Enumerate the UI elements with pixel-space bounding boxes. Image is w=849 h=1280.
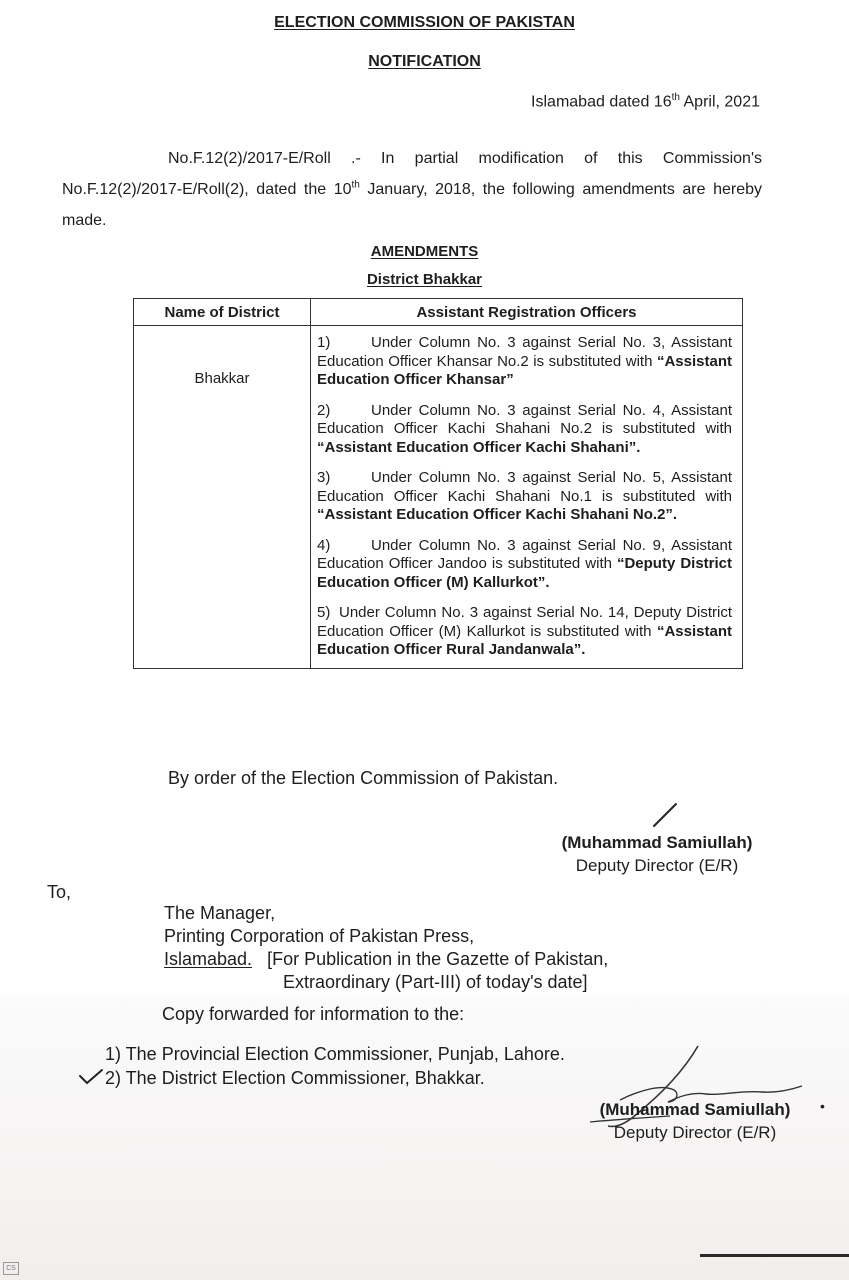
item-substitute: “Assistant Education Officer Kachi Shahani”. [317,438,641,456]
amendments-title: AMENDMENTS [370,243,479,260]
publication-note: [For Publication in the Gazette of Pakistan, [267,949,609,969]
signature-mark [650,800,680,830]
item-text: Under Column No. 3 against Serial No. 5, Assistant Education Officer Kachi Shahani No.1 is substituted with [317,469,732,505]
signatory-designation: Deputy Director (E/R) [575,856,739,875]
item-number: 1) [317,334,331,351]
item-number: 2) [317,401,331,419]
recipient-address [164,902,608,994]
date-line [531,92,760,111]
org-heading: ELECTION COMMISSION OF PAKISTAN [274,14,575,31]
signatory-name: (Muhammad Samiullah) [561,833,753,852]
date-suffix: th [671,92,680,103]
file-reference: No.F.12(2)/2017-E/Roll [168,150,331,167]
item-substitute: “Deputy District Education Officer (M) Kallurkot”. [317,555,732,591]
item-number: 3) [317,469,331,486]
item-substitute: “Assistant Education Officer Rural Jandanwala”. [317,622,732,658]
stray-mark: • [820,1098,825,1114]
copy-forwarded-label: Copy forwarded for information to the: [162,1004,465,1024]
order-line: By order of the Election Commission of Pakistan. [168,768,559,788]
recipient-city: Islamabad. [164,949,253,969]
recipient-line [164,948,608,971]
amendment-item [317,334,732,390]
item-text: Under Column No. 3 against Serial No. 4, Assistant Education Officer Kachi Shahani No.2 is substituted with [317,401,732,437]
date-prefix: Islamabad dated 16 [531,93,672,111]
amendment-item [317,537,732,593]
amendment-item [317,402,732,458]
check-mark-icon [78,1068,104,1086]
item-text: Under Column No. 3 against Serial No. 9, Assistant Education Officer Jandoo is substituted with [317,536,732,572]
list-item: 2) The District Election Commissioner, Bhakkar. [105,1068,485,1088]
signatory-block [532,831,782,877]
col-header-district: Name of District [134,299,311,326]
notification-title: NOTIFICATION [368,53,481,70]
district-cell: Bhakkar [134,326,311,669]
recipient-line: Extraordinary (Part-III) of today's date] [283,972,588,992]
intro-paragraph [62,143,762,236]
scanner-logo-icon: CS [3,1262,19,1275]
district-subtitle: District Bhakkar [366,271,483,288]
amendment-items-cell [311,326,743,669]
intro-text-1: .- In partial modification of this Commission's No.F.12(2)/2017-E/Roll(2), dated the 10 [62,150,762,198]
amendment-item [317,604,732,660]
to-label: To, [47,882,72,902]
copy-list [105,1042,565,1090]
item-number: 4) [317,536,331,554]
item-substitute: “Assistant Education Officer Kachi Shahani No.2”. [317,506,678,523]
table-header-row [134,299,743,326]
signatory-designation: Deputy Director (E/R) [613,1123,777,1142]
intro-text-2: January, 2018, the following amendments are hereby made. [62,181,763,229]
intro-sup: th [351,179,360,191]
date-rest: April, 2021 [679,93,760,111]
item-substitute: “Assistant Education Officer Khansar” [317,352,732,388]
list-item: 1) The Provincial Election Commissioner, Punjab, Lahore. [105,1044,565,1064]
item-text: Under Column No. 3 against Serial No. 3, Assistant Education Officer Khansar No.2 is substituted with [317,334,732,370]
page-bottom-line [700,1254,849,1257]
recipient-line: Printing Corporation of Pakistan Press, [164,926,475,946]
amendment-item [317,469,732,525]
signatory-block-2 [570,1098,820,1144]
amendments-table [133,298,743,669]
signatory-name: (Muhammad Samiullah) [599,1100,791,1119]
table-row [134,326,743,669]
recipient-line: The Manager, [164,903,276,923]
item-text: Under Column No. 3 against Serial No. 14, Deputy District Education Officer (M) Kallurkot is substituted with [317,604,732,640]
col-header-officers: Assistant Registration Officers [311,299,743,326]
item-number: 5) [317,604,331,621]
